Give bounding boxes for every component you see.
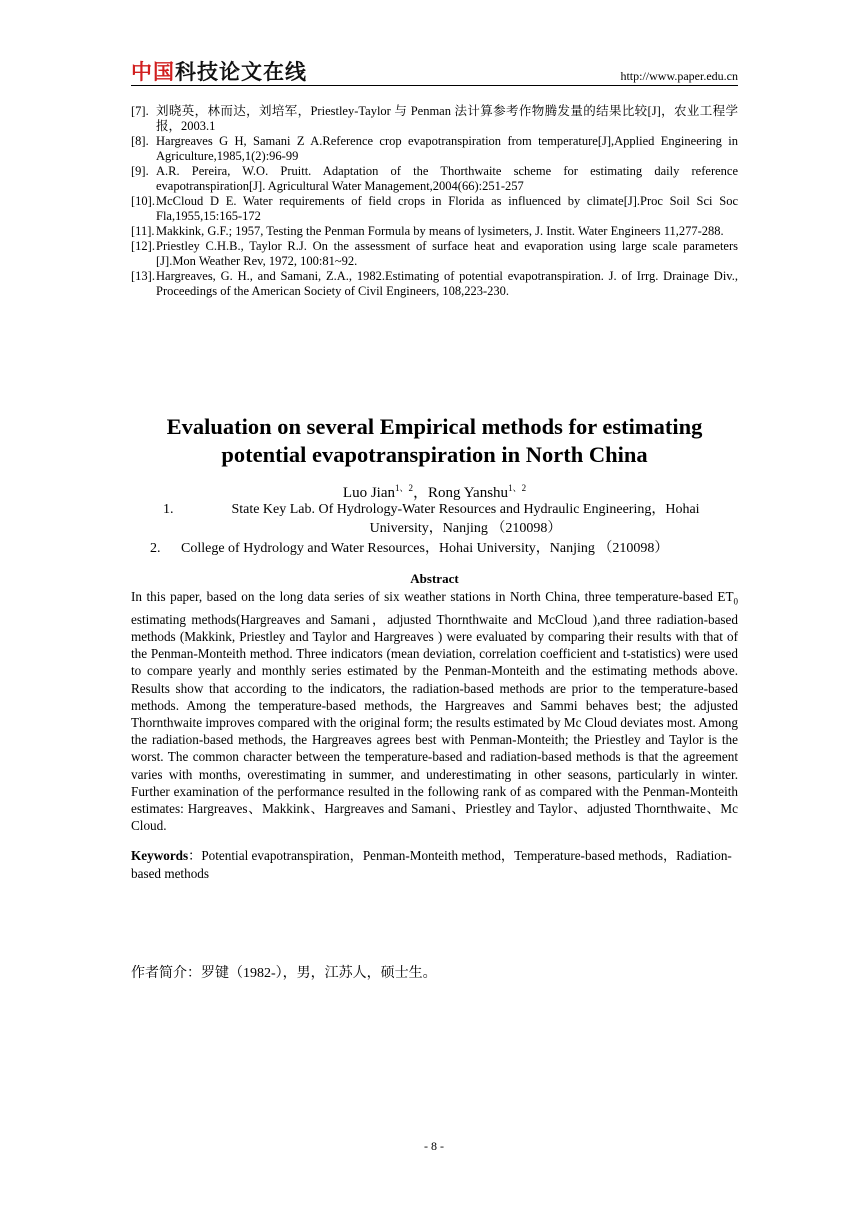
reference-text: McCloud D E. Water requirements of field crops in Florida as influenced by climate[J].Proc Soil Sci Soc Fla,1955,15:165-172: [156, 194, 738, 223]
author-affiliation-mark: 1、2: [395, 483, 414, 493]
site-logo: [131, 60, 307, 84]
reference-item: [131, 164, 738, 194]
author-bio: 作者简介：罗键（1982-），男，江苏人，硕士生。: [131, 966, 437, 981]
header-url[interactable]: http://www.paper.edu.cn: [620, 69, 738, 83]
author-separator: ，: [413, 485, 429, 501]
abstract-text: In this paper, based on the long data series of six weather stations in North China, three temperature-based ET: [131, 589, 734, 604]
title-line-1: Evaluation on several Empirical methods for estimating: [166, 414, 703, 439]
keywords-text: ：Potential evapotranspiration，Penman-Monteith method，Temperature-based methods，Radiation-based methods: [131, 848, 732, 881]
keywords: [131, 847, 738, 882]
abstract-text-cont: estimating methods(Hargreaves and Samani，adjusted Thornthwaite and McCloud ),and three radiation-based methods (Makkink, Priestley and Taylor and Hargreaves ) were evaluated by comparing their results with that of the Penman-Monteith method. Three indicators (mean deviation, correlation coefficient and t-statistics) were used to compare yearly and monthly series estimated by the Penman-Monteith and the estimating methods above. Results show that according to the indicators, the radiation-based methods are prior to the temperature-based methods. Among the temperature-based methods, the Hargreaves and Sammi behaves best; the adjusted Thornthwaite improves compared with the original form; the results estimated by Mc Cloud deviates most. Among the radiation-based methods, the Hargreaves agrees best with Penman-Monteith; the Priestley and Taylor is the worst. The common character between the temperature-based and radiation-based methods is that the agreement varies with months, overestimating in summer, and underestimating in other seasons, particularly in winter. Further examination of the performance resulted in the following rank of as compared with the Penman-Monteith estimates: Hargreaves、Makkink、Hargreaves and Samani、Priestley and Taylor、adjusted Thornthwaite、Mc Cloud.: [131, 611, 738, 834]
author-name: Rong Yanshu: [428, 485, 509, 501]
reference-number: [10].: [131, 194, 155, 208]
reference-item: [131, 224, 738, 239]
affiliation-text-cont: University，Nanjing （210098）: [369, 521, 562, 536]
page-header: [131, 60, 738, 88]
header-rule: [131, 85, 738, 86]
reference-item: [131, 134, 738, 164]
abstract-body: [131, 588, 738, 834]
reference-text: Priestley C.H.B., Taylor R.J. On the assessment of surface heat and evaporation using large scale parameters [J].Mon Weather Rev, 1972, 100:81~92.: [156, 239, 738, 268]
reference-number: [8].: [131, 134, 149, 148]
reference-item: [131, 194, 738, 224]
reference-list: [131, 104, 738, 299]
page-number: - 8 -: [424, 1139, 444, 1153]
affiliation-text: College of Hydrology and Water Resources，Hohai University，Nanjing （210098）: [181, 541, 669, 556]
reference-text: Hargreaves G H, Samani Z A.Reference crop evapotranspiration from temperature[J],Applied Engineering in Agriculture,1985,1(2):96-99: [156, 134, 738, 163]
keywords-label: Keywords: [131, 848, 189, 863]
title-line-2: potential evapotranspiration in North China: [221, 442, 648, 467]
reference-text: Hargreaves, G. H., and Samani, Z.A., 1982.Estimating of potential evapotranspiration. J. of Irrg. Drainage Div., Proceedings of the American Society of Civil Engineers, 108,223-230.: [156, 269, 738, 298]
author-line: [131, 479, 738, 502]
reference-text: A.R. Pereira, W.O. Pruitt. Adaptation of the Thorthwaite scheme for estimating daily reference evapotranspiration[J]. Agricultural Water Management,2004(66):251-257: [156, 164, 738, 193]
abstract-subscript: 0: [733, 596, 738, 607]
reference-item: [131, 269, 738, 299]
abstract-heading: Abstract: [410, 571, 459, 586]
reference-item: [131, 104, 738, 134]
reference-number: [11].: [131, 224, 155, 238]
reference-number: [13].: [131, 269, 155, 283]
author-affiliation-mark: 1、2: [508, 483, 527, 493]
affiliation-1: [131, 500, 738, 538]
logo-red-text: 中国: [131, 60, 175, 84]
paper-title: [131, 413, 738, 469]
affiliation-number: 1.: [163, 502, 174, 517]
reference-text: Makkink, G.F.; 1957, Testing the Penman Formula by means of lysimeters, J. Instit. Water Engineers 11,277-288.: [156, 224, 724, 238]
affiliation-number: 2.: [150, 541, 161, 556]
logo-black-text: 科技论文在线: [175, 60, 307, 84]
affiliation-text: State Key Lab. Of Hydrology-Water Resources and Hydraulic Engineering，Hohai: [231, 502, 700, 517]
reference-text: 刘晓英，林而达，刘培军，Priestley-Taylor 与 Penman 法计算参考作物腾发量的结果比较[J]，农业工程学报，2003.1: [156, 104, 738, 133]
reference-number: [12].: [131, 239, 155, 253]
reference-number: [7].: [131, 104, 149, 118]
reference-number: [9].: [131, 164, 149, 178]
author-name: Luo Jian: [342, 485, 395, 501]
reference-item: [131, 239, 738, 269]
